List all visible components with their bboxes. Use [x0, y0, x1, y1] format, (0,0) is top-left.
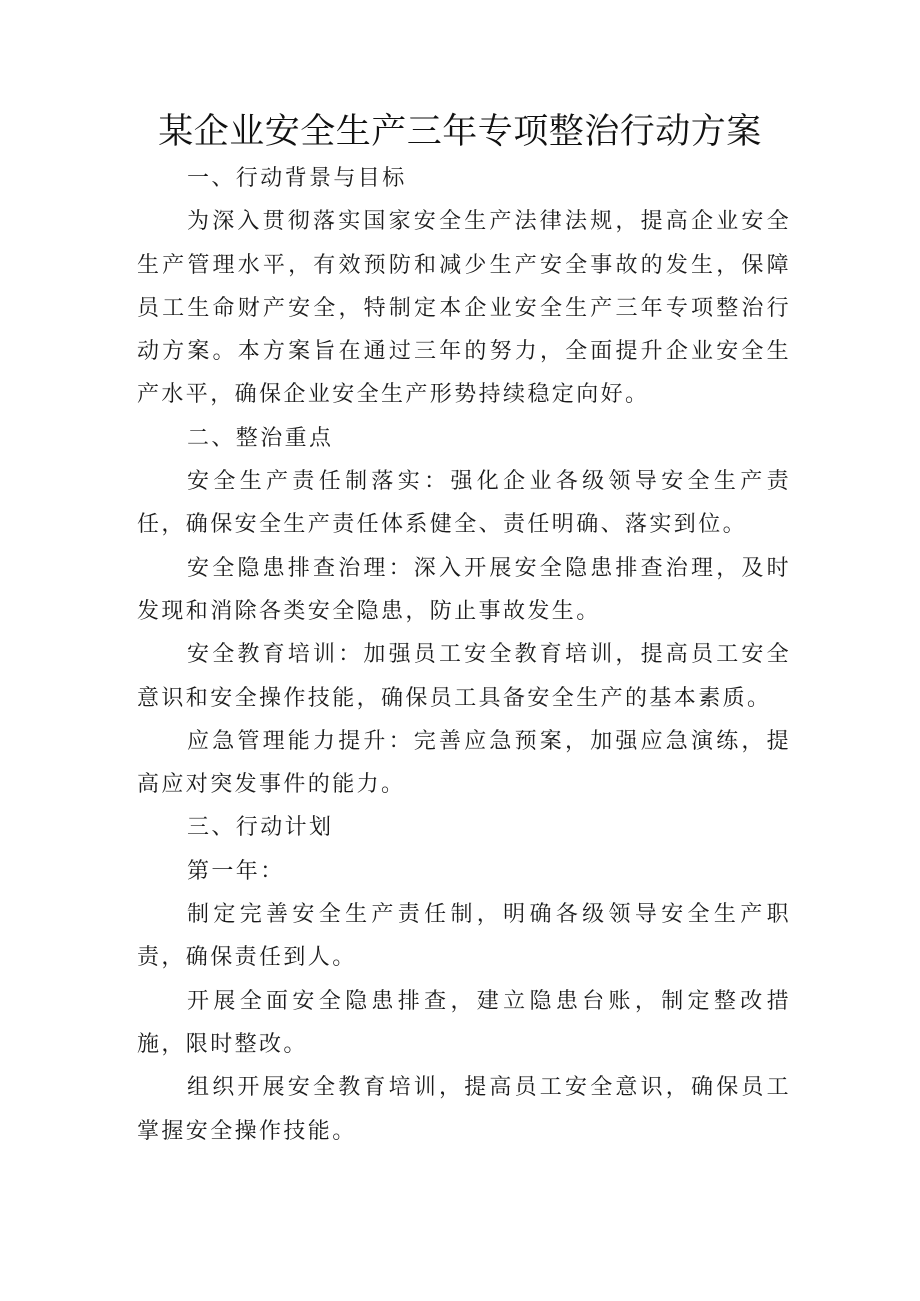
section-2-item-training: 安全教育培训：加强员工安全教育培训，提高员工安全意识和安全操作技能，确保员工具备安全生产的基本素质。 [137, 642, 791, 711]
year-1-item-hazard: 开展全面安全隐患排查，建立隐患台账，制定整改措施，限时整改。 [137, 988, 791, 1057]
section-2-item-emergency: 应急管理能力提升：完善应急预案，加强应急演练，提高应对突发事件的能力。 [137, 728, 791, 798]
section-2-heading: 二、整治重点 [187, 425, 334, 451]
section-3-heading: 三、行动计划 [187, 815, 334, 841]
year-1-label: 第一年： [187, 858, 285, 884]
document-title: 某企业安全生产三年专项整治行动方案 [158, 112, 762, 152]
year-1-item-training: 组织开展安全教育培训，提高员工安全意识，确保员工掌握安全操作技能。 [137, 1075, 791, 1144]
section-1-paragraph: 为深入贯彻落实国家安全生产法律法规，提高企业安全生产管理水平，有效预防和减少生产安全事故的发生，保障员工生命财产安全，特制定本企业安全生产三年专项整治行动方案。本方案旨在通过三年的努力，全面提升企业安全生产水平，确保企业安全生产形势持续稳定向好。 [137, 209, 791, 408]
section-2-item-responsibility: 安全生产责任制落实：强化企业各级领导安全生产责任，确保安全生产责任体系健全、责任明确、落实到位。 [137, 469, 791, 538]
document-body [137, 157, 791, 1153]
section-2-item-hazard: 安全隐患排查治理：深入开展安全隐患排查治理，及时发现和消除各类安全隐患，防止事故发生。 [137, 555, 791, 624]
year-1-item-responsibility: 制定完善安全生产责任制，明确各级领导安全生产职责，确保责任到人。 [137, 902, 791, 971]
section-1-heading: 一、行动背景与目标 [187, 166, 407, 191]
